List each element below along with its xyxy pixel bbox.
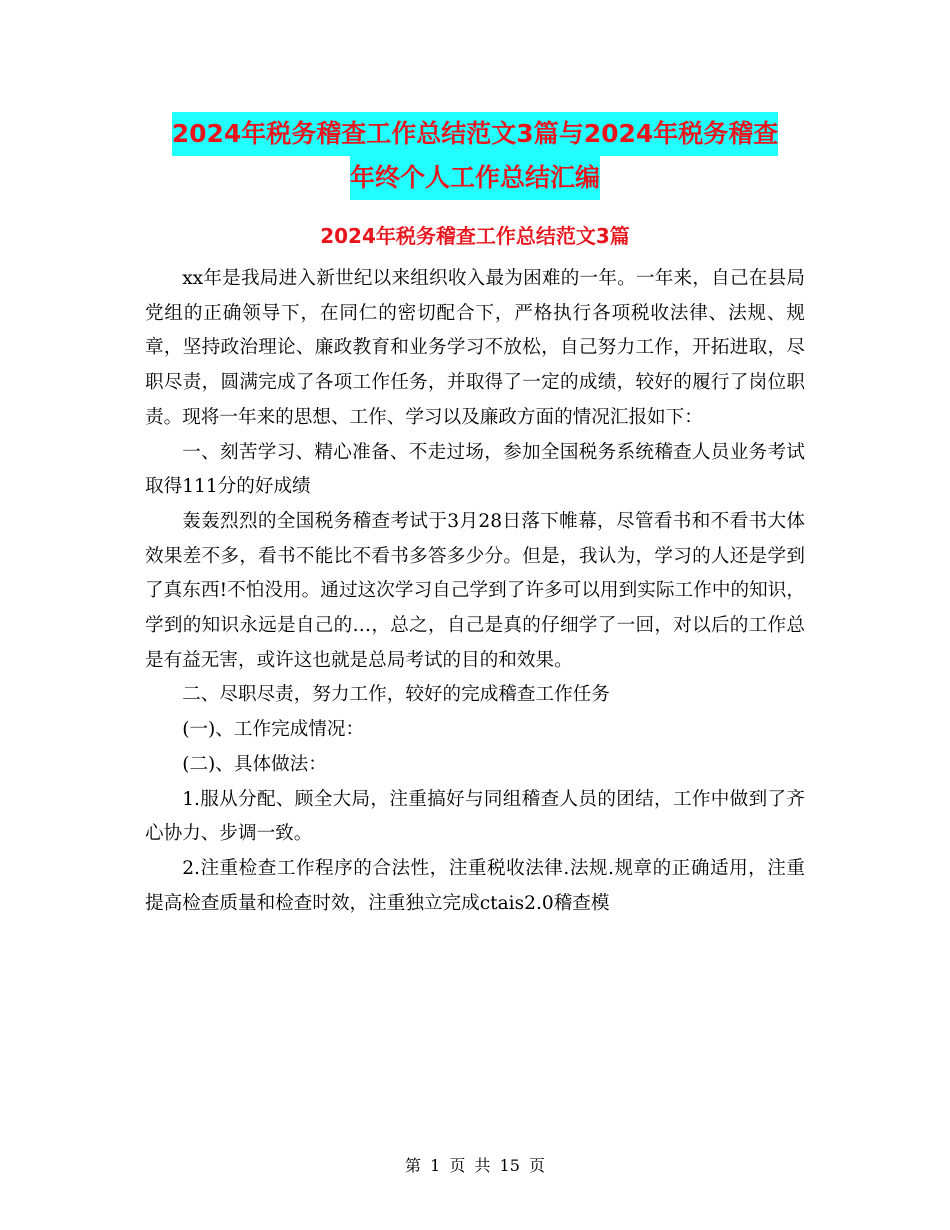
paragraph-heading-duty: 二、尽职尽责，努力工作，较好的完成稽查工作任务 [182,684,610,706]
document-title-line-2: 年终个人工作总结汇编 [350,156,600,200]
paragraph-heading-study: 一、刻苦学习、精心准备、不走过场，参加全国税务系统稽查人员业务考试取得111分的好成绩 [145,441,805,498]
paragraph-exam: 轰轰烈烈的全国税务稽查考试于3月28日落下帷幕，尽管看书和不看书大体效果差不多，看书不能比不看书多答多少分。但是，我认为，学习的人还是学到了真东西!不怕没用。通过这次学习自己学到了许多可以用到实际工作中的知识，学到的知识永远是自己的…，总之，自己是真的仔细学了一回，对以后的工作总是有益无害，或许这也就是总局考试的目的和效果。 [145,510,805,671]
paragraph-item-2: 2.注重检查工作程序的合法性，注重税收法律.法规.规章的正确适用，注重提高检查质量和检查时效，注重独立完成ctais2.0稽查模 [145,857,805,914]
paragraph-subheading-1: (一)、工作完成情况： [182,719,365,741]
document-body [145,262,805,921]
section-heading: 2024年税务稽查工作总结范文3篇 [320,224,630,248]
paragraph-item-1: 1.服从分配、顾全大局，注重搞好与同组稽查人员的团结，工作中做到了齐心协力、步调一致。 [145,788,805,845]
page-number: 第 1 页 共 15 页 [405,1156,545,1175]
document-title [0,112,950,200]
paragraph-intro: xx年是我局进入新世纪以来组织收入最为困难的一年。一年来，自己在县局党组的正确领导下，在同仁的密切配合下，严格执行各项税收法律、法规、规章，坚持政治理论、廉政教育和业务学习不放松，自己努力工作，开拓进取，尽职尽责，圆满完成了各项工作任务，并取得了一定的成绩，较好的履行了岗位职责。现将一年来的思想、工作、学习以及廉政方面的情况汇报如下： [145,268,805,428]
document-title-line-1: 2024年税务稽查工作总结范文3篇与2024年税务稽查 [172,112,779,156]
paragraph-subheading-2: (二)、具体做法： [182,753,327,775]
